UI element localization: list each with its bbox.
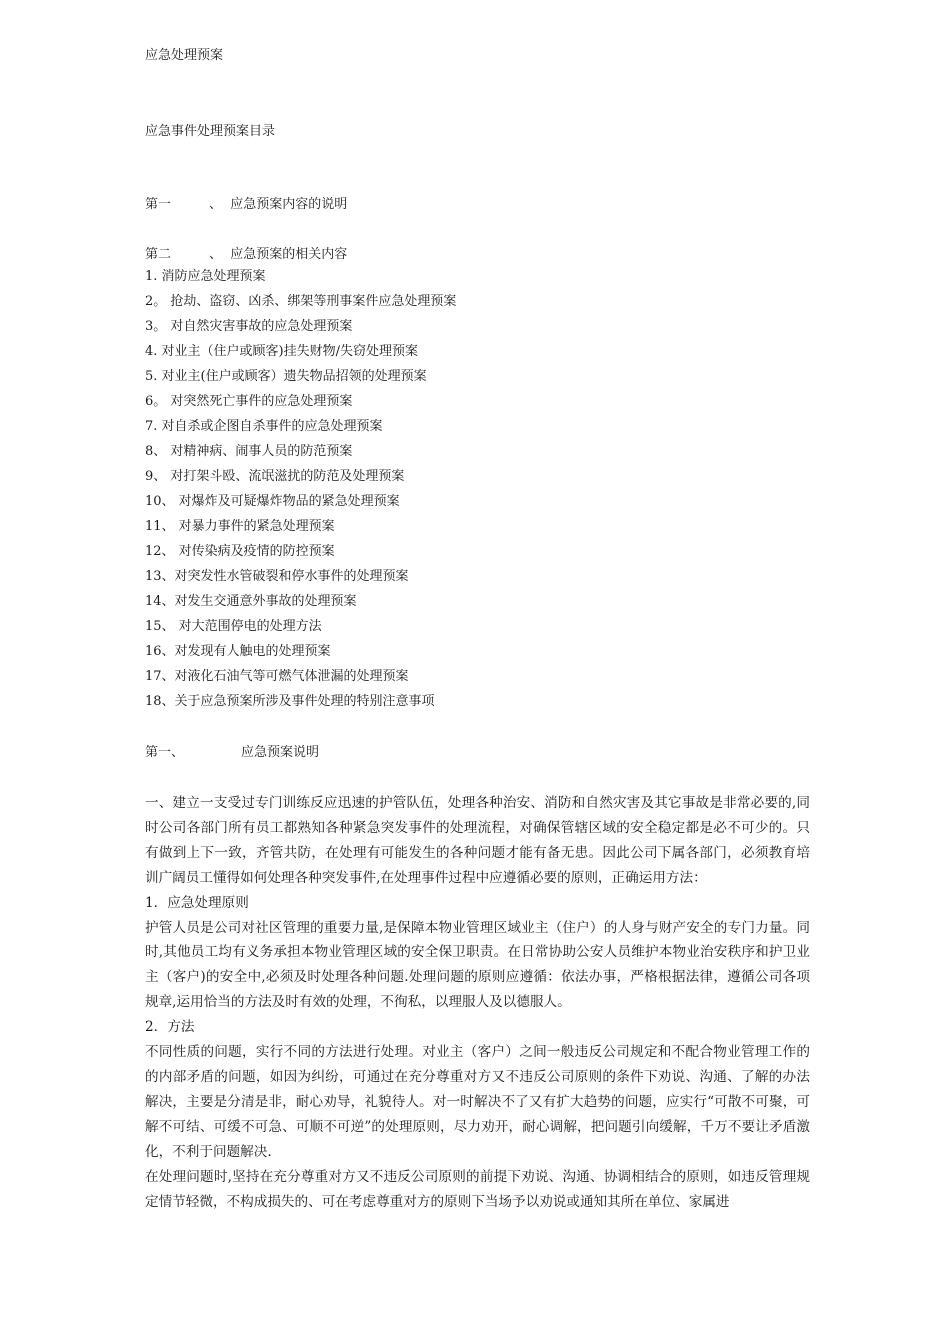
toc-item: 4. 对业主（住户或顾客)挂失财物/失窃处理预案	[145, 344, 418, 359]
toc-item: 2。 抢劫、盗窃、凶杀、绑架等刑事案件应急处理预案	[145, 294, 457, 309]
toc-item: 3。 对自然灾害事故的应急处理预案	[145, 319, 353, 334]
toc-item: 12、 对传染病及疫情的防控预案	[145, 544, 335, 559]
table-of-contents	[145, 268, 456, 718]
part-separator: 、	[209, 247, 223, 262]
toc-item: 16、对发现有人触电的处理预案	[145, 644, 331, 659]
toc-item: 6。 对突然死亡事件的应急处理预案	[145, 394, 353, 409]
subheading-methods: 2．方法	[145, 1019, 195, 1036]
subheading-principles: 1．应急处理原则	[145, 894, 249, 911]
toc-item: 15、 对大范围停电的处理方法	[145, 619, 322, 634]
paragraph-handling: 在处理问题时,坚持在充分尊重对方又不违反公司原则的前提下劝说、沟通、协调相结合的原则，如违反管理规定情节轻微，不构成损失的、可在考虑尊重对方的原则下当场予以劝说或通知其所在单位、家属进	[145, 1168, 810, 1210]
section-title: 应急预案说明	[241, 745, 320, 760]
paragraph-principles: 护管人员是公司对社区管理的重要力量,是保障本物业管理区域业主（住户）的人身与财产安全的专门力量。同时,其他员工均有义务承担本物业管理区域的安全保卫职责。在日常协助公安人员维护本物业治安秩序和护卫业主（客户)的安全中,必须及时处理各种问题.处理问题的原则应遵循：依法办事，严格根据法律，遵循公司各项规章,运用恰当的方法及时有效的处理，不徇私，以理服人及以德服人。	[145, 919, 810, 1011]
toc-item: 18、关于应急预案所涉及事件处理的特别注意事项	[145, 694, 435, 709]
part-title: 应急预案内容的说明	[230, 197, 348, 212]
toc-item: 13、对突发性水管破裂和停水事件的处理预案	[145, 569, 409, 584]
part-heading-1	[145, 193, 347, 212]
part-title: 应急预案的相关内容	[230, 247, 348, 262]
section-body	[145, 791, 810, 1214]
section-heading	[145, 741, 319, 760]
toc-item: 17、对液化石油气等可燃气体泄漏的处理预案	[145, 669, 409, 684]
part-heading-2	[145, 243, 347, 262]
section-number: 第一、	[145, 745, 185, 760]
paragraph-intro: 一、建立一支受过专门训练反应迅速的护管队伍，处理各种治安、消防和自然灾害及其它事故是非常必要的,同时公司各部门所有员工都熟知各种紧急突发事件的处理流程，对确保管辖区域的安全稳定都是必不可少的。只有做到上下一致，齐管共防，在处理有可能发生的各种问题才能有备无患。因此公司下属各部门，必须教育培训广阔员工懂得如何处理各种突发事件,在处理事件过程中应遵循必要的原则，正确运用方法：	[145, 795, 810, 886]
toc-item: 9、 对打架斗殴、流氓滋扰的防范及处理预案	[145, 469, 405, 484]
toc-item: 8、 对精神病、闹事人员的防范预案	[145, 444, 353, 459]
part-number: 第一	[145, 197, 172, 212]
part-separator: 、	[209, 197, 223, 212]
page-header: 应急处理预案	[145, 48, 224, 63]
toc-item: 5. 对业主(住户或顾客）遗失物品招领的处理预案	[145, 369, 427, 384]
document-title: 应急事件处理预案目录	[145, 124, 276, 139]
part-number: 第二	[145, 247, 172, 262]
toc-item: 7. 对自杀或企图自杀事件的应急处理预案	[145, 419, 383, 434]
toc-item: 1. 消防应急处理预案	[145, 269, 266, 284]
toc-item: 10、 对爆炸及可疑爆炸物品的紧急处理预案	[145, 494, 400, 509]
toc-item: 14、对发生交通意外事故的处理预案	[145, 594, 357, 609]
toc-item: 11、 对暴力事件的紧急处理预案	[145, 519, 335, 534]
paragraph-methods: 不同性质的问题，实行不同的方法进行处理。对业主（客户）之间一般违反公司规定和不配合物业管理工作的的内部矛盾的问题，如因为纠纷，可通过在充分尊重对方又不违反公司原则的条件下劝说、沟通、了解的办法解决，主要是分清是非，耐心劝导，礼貌待人。对一时解决不了又有扩大趋势的问题，应实行“可散不可聚，可解不可结、可缓不可急、可顺不可逆”的处理原则，尽力劝开，耐心调解，把问题引向缓解，千万不要让矛盾激化，不利于问题解决.	[145, 1044, 810, 1160]
